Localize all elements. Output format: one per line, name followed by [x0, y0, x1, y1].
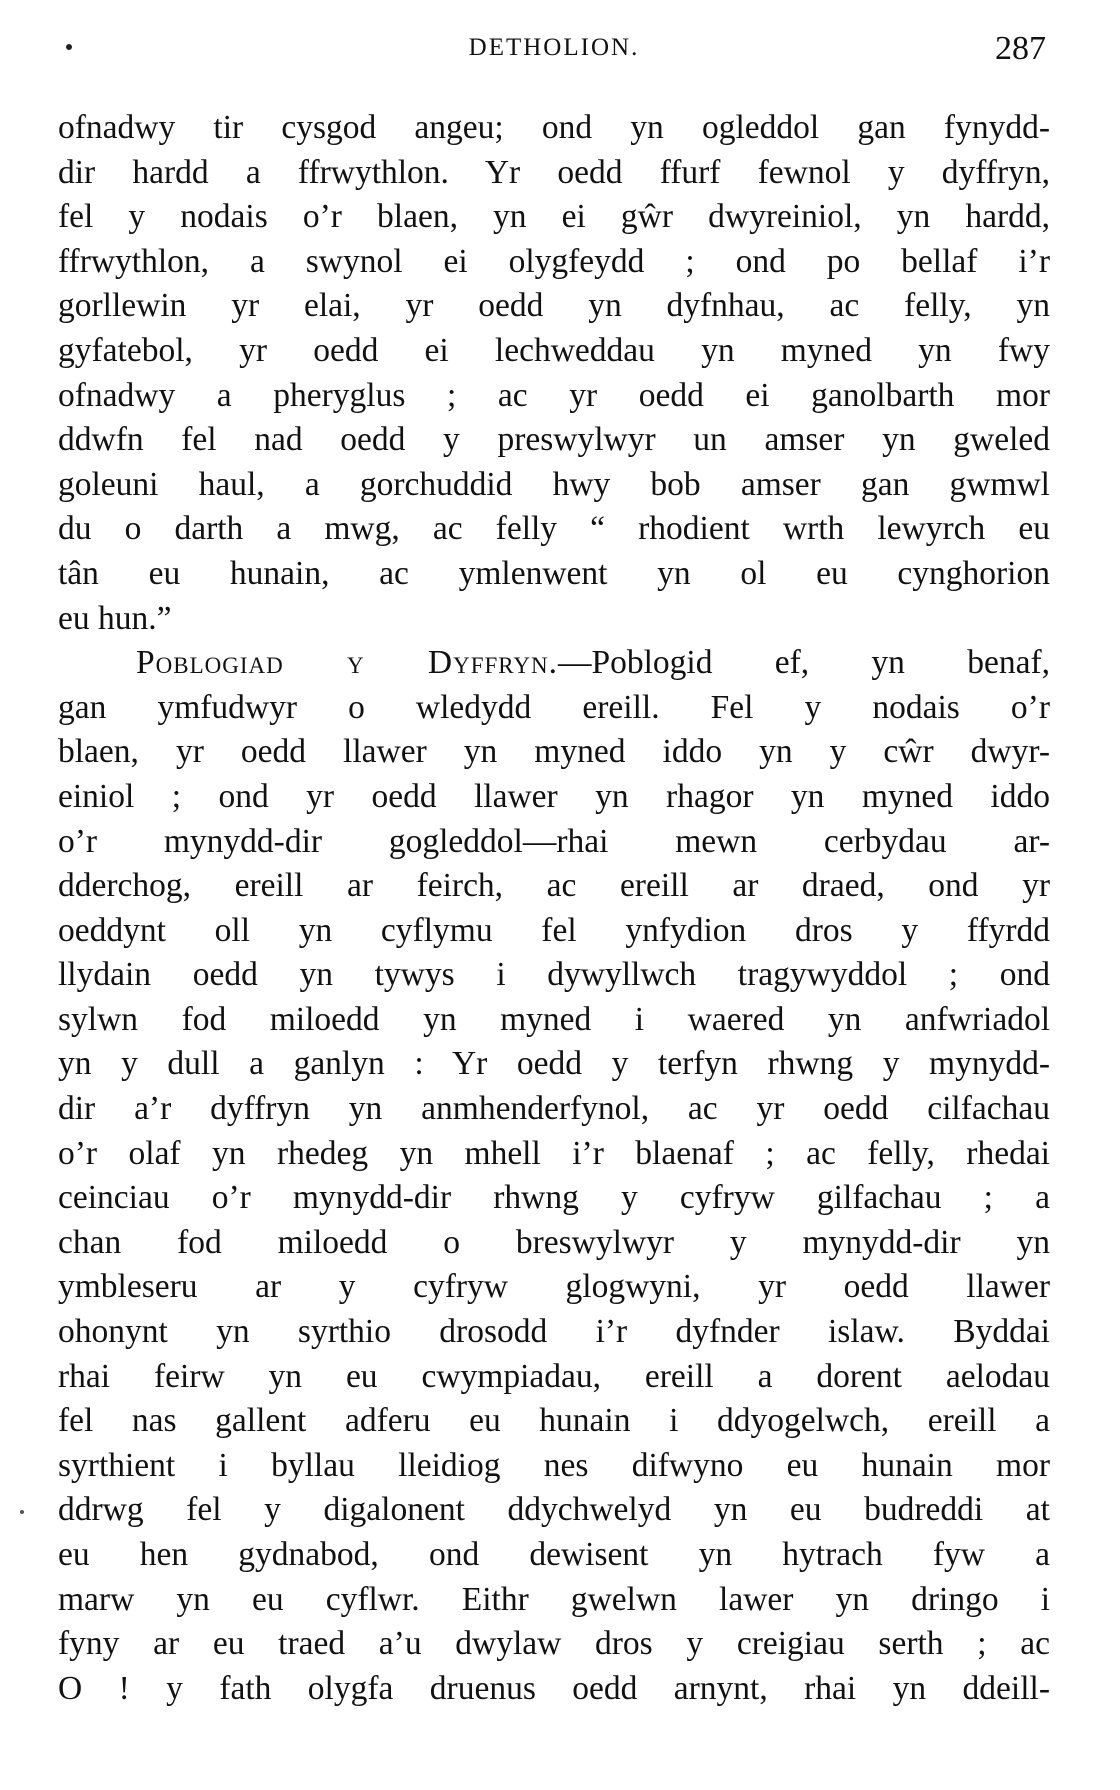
text-line: du o darth a mwg, ac felly “ rhodient wrth lewyrch eu — [58, 510, 1050, 548]
heading-continuation: —Poblogid ef, yn benaf, — [557, 644, 1050, 682]
text-line: ddrwg fel y digalonent ddychwelyd yn eu budreddi at — [58, 1491, 1050, 1529]
margin-speck — [20, 1510, 24, 1514]
text-line: llydain oedd yn tywys i dywyllwch tragywyddol ; ond — [58, 956, 1050, 994]
body-text — [58, 106, 1050, 1711]
text-line: dderchog, ereill ar feirch, ac ereill ar draed, ond yr — [58, 867, 1050, 905]
text-line: eu hen gydnabod, ond dewisent yn hytrach fyw a — [58, 1536, 1050, 1573]
text-line: yn y dull a ganlyn : Yr oedd y terfyn rhwng y mynydd- — [58, 1045, 1050, 1083]
paragraph-first-line — [58, 641, 1050, 686]
text-line: ffrwythlon, a swynol ei olygfeydd ; ond po bellaf i’r — [58, 242, 1050, 280]
text-line: ceinciau o’r mynydd-dir rhwng y cyfryw gilfachau ; a — [58, 1179, 1050, 1217]
running-title: DETHOLION. — [468, 34, 640, 61]
text-line: ddwfn fel nad oedd y preswylwyr un amser yn gweled — [58, 421, 1050, 459]
text-line: chan fod miloedd o breswylwyr y mynydd-dir yn — [58, 1223, 1050, 1261]
text-line: fyny ar eu traed a’u dwylaw dros y creigiau serth ; ac — [58, 1625, 1050, 1663]
text-line: blaen, yr oedd llawer yn myned iddo yn y cŵr dwyr- — [58, 733, 1050, 771]
text-line: ofnadwy tir cysgod angeu; ond yn ogleddol gan fynydd- — [58, 109, 1050, 146]
running-head — [58, 30, 1050, 74]
text-line: dir a’r dyffryn yn anmhenderfynol, ac yr oedd cilfachau — [58, 1090, 1050, 1128]
paragraph-continued — [58, 106, 1050, 641]
text-line: ymbleseru ar y cyfryw glogwyni, yr oedd llawer — [58, 1268, 1050, 1306]
page-number: 287 — [995, 30, 1046, 67]
text-line: goleuni haul, a gorchuddid hwy bob amser gan gwmwl — [58, 465, 1050, 503]
text-line: oeddynt oll yn cyflymu fel ynfydion dros y ffyrdd — [58, 911, 1050, 949]
text-line: sylwn fod miloedd yn myned i waered yn anfwriadol — [58, 1000, 1050, 1038]
text-line: o’r mynydd-dir gogleddol—rhai mewn cerbydau ar- — [58, 822, 1050, 860]
text-line: gan ymfudwyr o wledydd ereill. Fel y nodais o’r — [58, 688, 1050, 726]
text-line: fel y nodais o’r blaen, yn ei gŵr dwyreiniol, yn hardd, — [58, 198, 1050, 236]
text-line: syrthient i byllau lleidiog nes difwyno eu hunain mor — [58, 1446, 1050, 1484]
section-heading: Poblogiad y Dyffryn. — [136, 644, 558, 682]
text-line: fel nas gallent adferu eu hunain i ddyogelwch, ereill a — [58, 1402, 1050, 1440]
text-line: einiol ; ond yr oedd llawer yn rhagor yn myned iddo — [58, 777, 1050, 815]
text-line: rhai feirw yn eu cwympiadau, ereill a dorent aelodau — [58, 1357, 1050, 1395]
text-line: O ! y fath olygfa druenus oedd arnynt, rhai yn ddeill- — [58, 1669, 1050, 1707]
text-line: ohonynt yn syrthio drosodd i’r dyfnder islaw. Byddai — [58, 1313, 1050, 1351]
text-line: eu hun.” — [58, 599, 172, 637]
text-line: marw yn eu cyflwr. Eithr gwelwn lawer yn dringo i — [58, 1580, 1050, 1618]
text-line: ofnadwy a pheryglus ; ac yr oedd ei ganolbarth mor — [58, 376, 1050, 414]
text-line: tân eu hunain, ac ymlenwent yn ol eu cynghorion — [58, 554, 1050, 592]
text-line: gyfatebol, yr oedd ei lechweddau yn myned yn fwy — [58, 331, 1050, 369]
text-line: dir hardd a ffrwythlon. Yr oedd ffurf fewnol y dyffryn, — [58, 153, 1050, 191]
text-line: gorllewin yr elai, yr oedd yn dyfnhau, ac felly, yn — [58, 287, 1050, 325]
text-line: o’r olaf yn rhedeg yn mhell i’r blaenaf ; ac felly, rhedai — [58, 1134, 1050, 1172]
paragraph-population — [58, 641, 1050, 1711]
